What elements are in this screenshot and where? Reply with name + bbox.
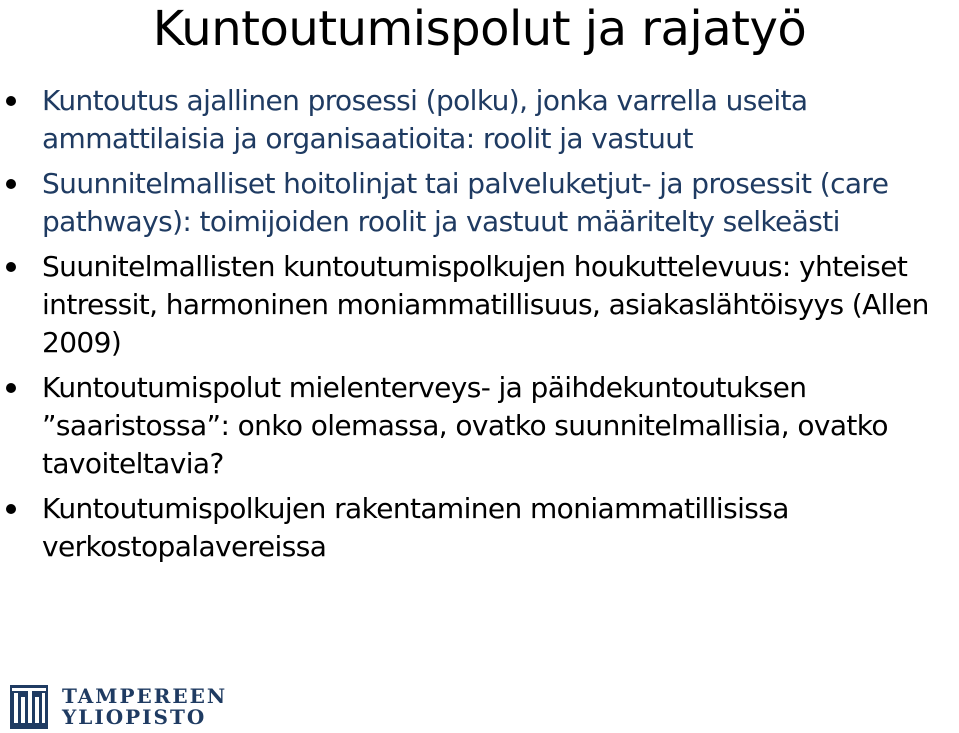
bullet-icon — [6, 96, 16, 106]
slide-title: Kuntoutumispolut ja rajatyö — [152, 1, 807, 57]
bullet-text: Kuntoutumispolkujen rakentaminen moniammatillisissa verkostopalavereissa — [42, 492, 789, 563]
bullet-icon — [6, 383, 16, 393]
university-logo — [10, 684, 227, 730]
bullet-item-2 — [0, 165, 959, 241]
bullet-item-3 — [0, 248, 959, 362]
university-logo-icon — [10, 685, 48, 729]
logo-line-1: TAMPEREEN — [62, 684, 228, 708]
bullet-list — [0, 82, 959, 573]
bullet-text: Suunitelmallisten kuntoutumispolkujen houkuttelevuus: yhteiset intressit, harmoninen moniammatillisuus, asiakaslähtöisyys (Allen 2009) — [42, 250, 929, 359]
bullet-text: Suunnitelmalliset hoitolinjat tai palveluketjut- ja prosessit (care pathways): toimijoiden roolit ja vastuut määritelty selkeästi — [42, 167, 889, 238]
logo-line-2: YLIOPISTO — [62, 705, 207, 729]
bullet-item-5 — [0, 490, 959, 566]
bullet-icon — [6, 262, 16, 272]
bullet-item-4 — [0, 369, 959, 483]
bullet-item-1 — [0, 82, 959, 158]
bullet-text: Kuntoutumispolut mielenterveys- ja päihdekuntoutuksen ”saaristossa”: onko olemassa, ovatko suunnitelmallisia, ovatko tavoiteltavia? — [42, 371, 888, 480]
bullet-icon — [6, 504, 16, 514]
bullet-text: Kuntoutus ajallinen prosessi (polku), jonka varrella useita ammattilaisia ja organisaatioita: roolit ja vastuut — [42, 84, 808, 155]
university-logo-text — [62, 686, 227, 728]
bullet-icon — [6, 179, 16, 189]
